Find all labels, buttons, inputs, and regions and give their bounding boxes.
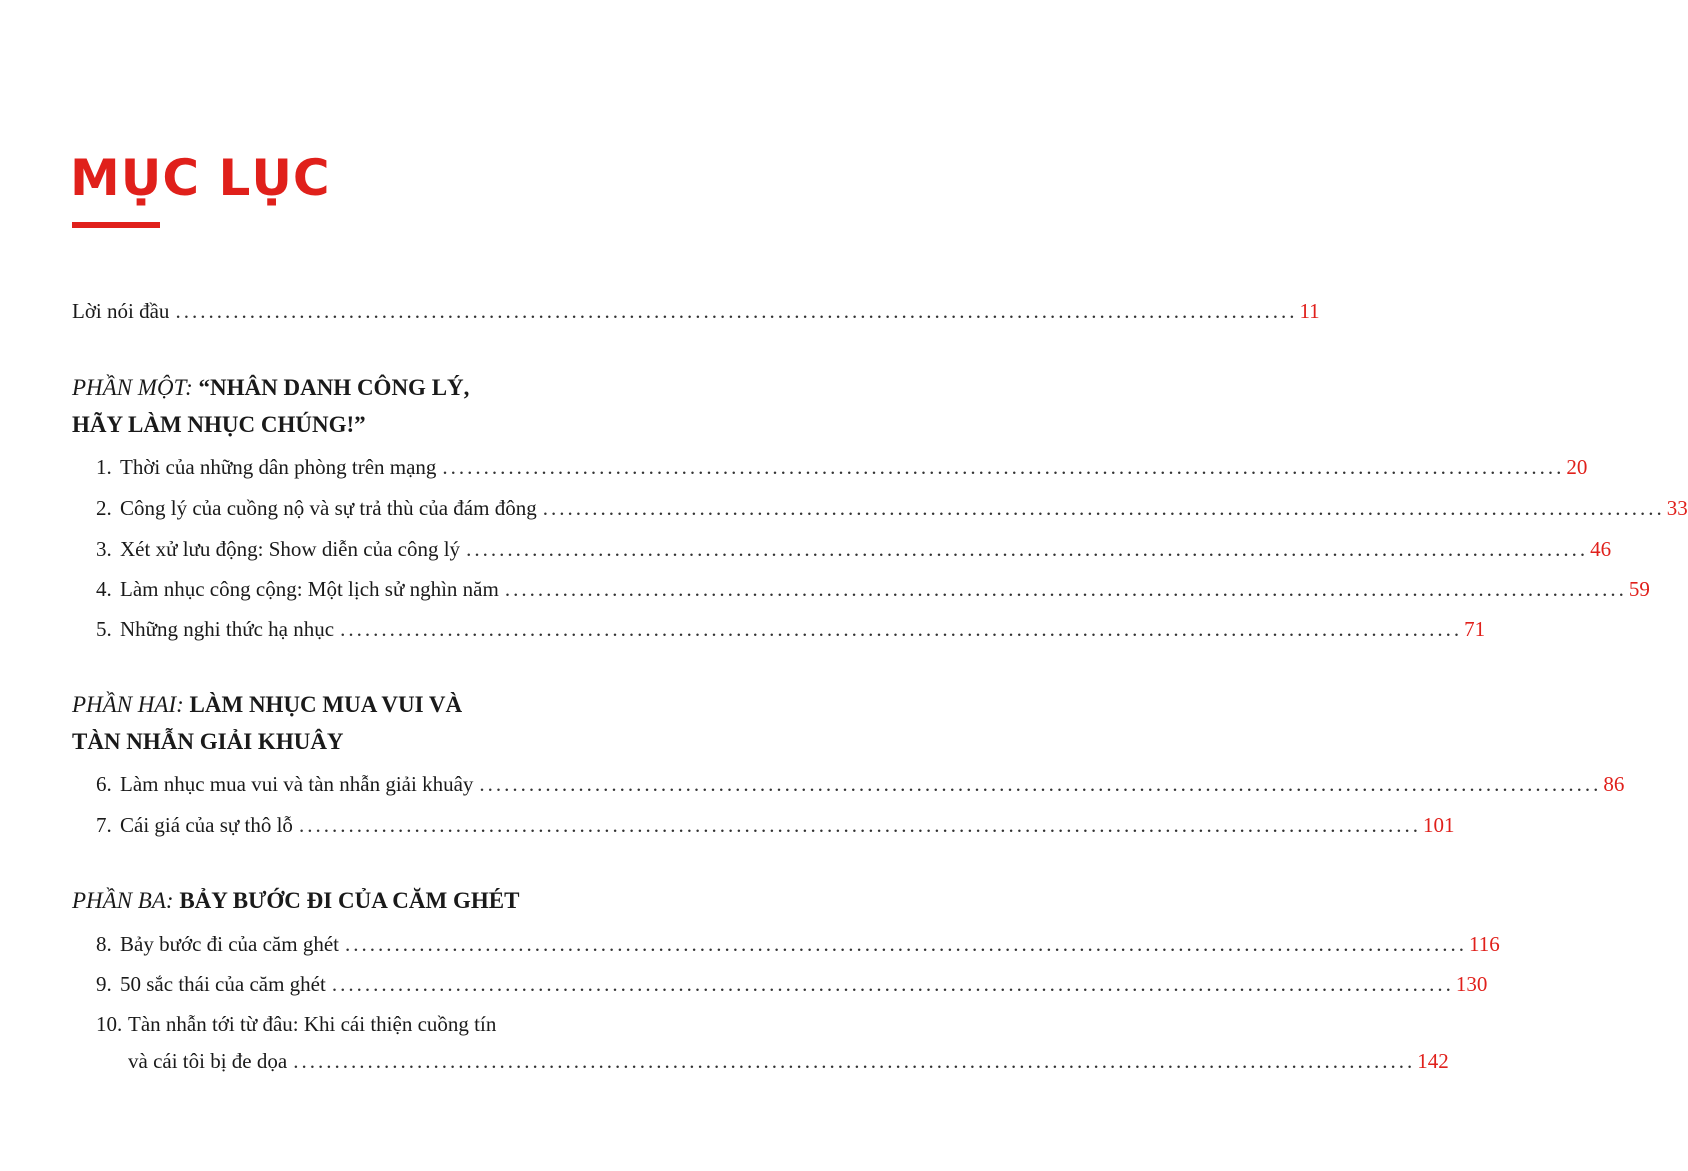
toc-heading: MỤC LỤC (70, 149, 331, 207)
chapter-number: 2. (96, 496, 112, 520)
part-name: HÃY LÀM NHỤC CHÚNG!” (72, 412, 366, 437)
chapter-number: 5. (96, 617, 112, 641)
chapter-number: 4. (96, 577, 112, 601)
entry-title: Lời nói đầu (72, 299, 170, 323)
leader-dots: ........................................................................................................................................ (345, 932, 1467, 956)
entry-page-number: 20 (1566, 455, 1588, 479)
entry-title: Làm nhục công cộng: Một lịch sử nghìn năm (120, 577, 499, 601)
part-three-title (72, 886, 519, 916)
heading-underline (72, 222, 160, 228)
part-name: BẢY BƯỚC ĐI CỦA CĂM GHÉT (179, 888, 520, 913)
toc-entry-chapter-7[interactable] (96, 811, 1455, 839)
chapter-number: 3. (96, 537, 112, 561)
leader-dots: ........................................................................................................................................ (298, 813, 1421, 837)
toc-entry-chapter-3[interactable] (96, 535, 1612, 563)
entry-page-number: 71 (1464, 617, 1486, 641)
entry-title-continued: và cái tôi bị đe dọa (128, 1049, 288, 1073)
entry-page-number: 86 (1603, 772, 1625, 796)
entry-title: 50 sắc thái của căm ghét (120, 972, 326, 996)
entry-page-number: 11 (1299, 299, 1320, 323)
entry-title: Tàn nhẫn tới từ đâu: Khi cái thiện cuồng tín (128, 1012, 497, 1036)
entry-title: Xét xử lưu động: Show diễn của công lý (120, 537, 461, 561)
entry-title: Công lý của cuồng nộ và sự trả thù của đám đông (120, 496, 537, 520)
toc-entry-chapter-6[interactable] (96, 770, 1625, 798)
part-one-title (72, 373, 469, 403)
entry-page-number: 130 (1455, 972, 1488, 996)
toc-entry-chapter-9[interactable] (96, 970, 1488, 998)
entry-page-number: 33 (1666, 496, 1688, 520)
entry-page-number: 116 (1469, 932, 1500, 956)
leader-dots: ........................................................................................................................................ (293, 1049, 1416, 1073)
toc-entry-preface[interactable] (72, 297, 1320, 325)
part-name: TÀN NHẪN GIẢI KHUÂY (72, 729, 344, 754)
part-one-title-line2 (72, 410, 366, 440)
entry-title: Thời của những dân phòng trên mạng (120, 455, 437, 479)
entry-page-number: 46 (1590, 537, 1612, 561)
toc-entry-chapter-5[interactable] (96, 615, 1486, 643)
toc-entry-chapter-10[interactable] (96, 1010, 736, 1038)
part-name: LÀM NHỤC MUA VUI VÀ (189, 692, 463, 717)
entry-title: Những nghi thức hạ nhục (120, 617, 335, 641)
leader-dots: ........................................................................................................................................ (175, 299, 1298, 323)
leader-dots: ........................................................................................................................................ (340, 617, 1463, 641)
leader-dots: ........................................................................................................................................ (442, 455, 1565, 479)
part-label: PHẦN HAI: (72, 692, 184, 717)
entry-title: Làm nhục mua vui và tàn nhẫn giải khuây (120, 772, 474, 796)
leader-dots: ........................................................................................................................................ (542, 496, 1665, 520)
entry-page-number: 101 (1422, 813, 1455, 837)
chapter-number: 1. (96, 455, 112, 479)
chapter-number: 7. (96, 813, 112, 837)
leader-dots: ........................................................................................................................................ (331, 972, 1454, 996)
part-two-title (72, 690, 462, 720)
toc-entry-chapter-2[interactable] (96, 494, 1688, 522)
part-label: PHẦN MỘT: (72, 375, 193, 400)
leader-dots: ........................................................................................................................................ (504, 577, 1627, 601)
chapter-number: 6. (96, 772, 112, 796)
entry-title: Bảy bước đi của căm ghét (120, 932, 339, 956)
chapter-number: 8. (96, 932, 112, 956)
part-label: PHẦN BA: (72, 888, 174, 913)
toc-entry-chapter-10-line2[interactable] (128, 1047, 1449, 1075)
part-name: “NHÂN DANH CÔNG LÝ, (198, 375, 470, 400)
chapter-number: 9. (96, 972, 112, 996)
toc-entry-chapter-1[interactable] (96, 453, 1588, 481)
leader-dots: ........................................................................................................................................ (479, 772, 1602, 796)
toc-entry-chapter-4[interactable] (96, 575, 1650, 603)
part-two-title-line2 (72, 727, 344, 757)
entry-page-number: 142 (1417, 1049, 1449, 1073)
chapter-number: 10. (96, 1012, 123, 1036)
leader-dots: ........................................................................................................................................ (466, 537, 1589, 561)
entry-title: Cái giá của sự thô lỗ (120, 813, 293, 837)
toc-entry-chapter-8[interactable] (96, 930, 1500, 958)
entry-page-number: 59 (1628, 577, 1650, 601)
